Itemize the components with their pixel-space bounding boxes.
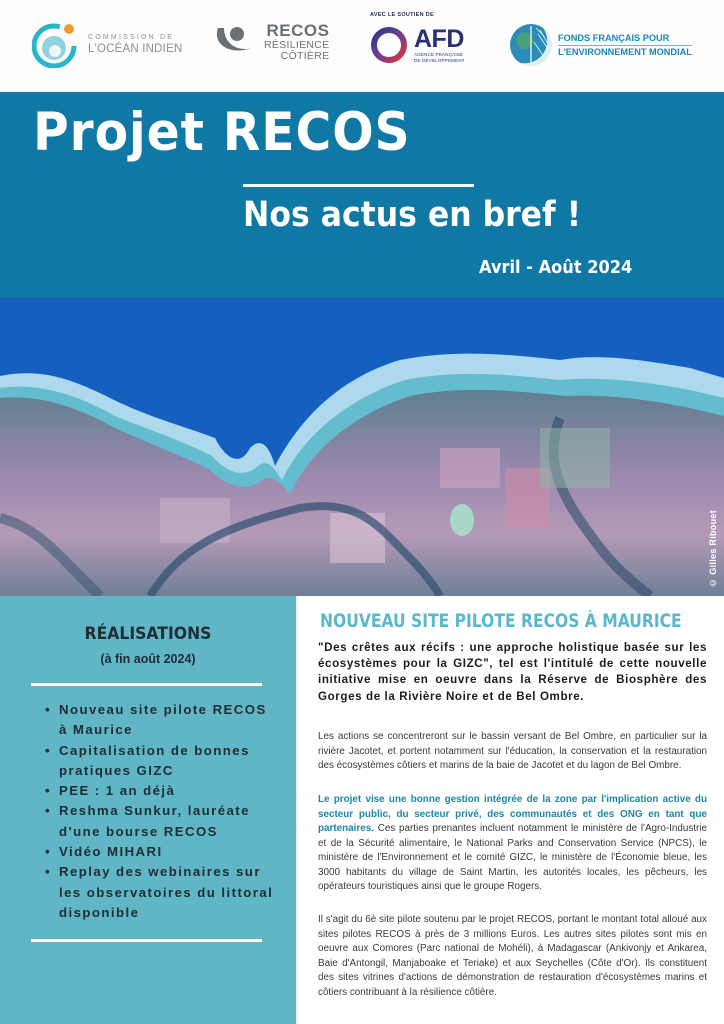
sidebar-divider-bottom bbox=[31, 939, 262, 942]
achievement-item[interactable]: • Capitalisation de bonnes pratiques GIZC bbox=[45, 741, 280, 782]
afd-full-name-line2: DE DÉVELOPPEMENT bbox=[414, 57, 465, 63]
issue-period: Avril - Août 2024 bbox=[479, 257, 633, 278]
achievements-list bbox=[45, 700, 280, 923]
page-title: Projet RECOS bbox=[33, 102, 411, 163]
article-paragraph-2 bbox=[318, 793, 707, 895]
achievement-item[interactable]: • Reshma Sunkur, lauréate d'une bourse RECOS bbox=[45, 801, 280, 842]
afd-ring-icon bbox=[370, 26, 408, 64]
recos-tagline-line1: RÉSILIENCE bbox=[264, 38, 330, 51]
coi-emblem-icon bbox=[32, 20, 80, 68]
sidebar-divider-top bbox=[31, 683, 262, 686]
recos-logo bbox=[212, 22, 329, 62]
title-banner bbox=[0, 92, 724, 298]
ffem-logo bbox=[510, 24, 692, 66]
achievement-item[interactable]: • Replay des webinaires sur les observatoires du littoral disponible bbox=[45, 862, 280, 923]
title-divider bbox=[243, 184, 474, 187]
achievement-item[interactable]: • Vidéo MIHARI bbox=[45, 842, 280, 862]
photo-credit: © Gilles Ribouet bbox=[708, 510, 718, 588]
ffem-name-line1: FONDS FRANÇAIS POUR bbox=[558, 32, 692, 46]
coi-name-line1: COMMISSION DE bbox=[88, 33, 175, 41]
coi-name-line2: L'OCÉAN INDIEN bbox=[88, 42, 183, 55]
article-paragraph-3: Il s'agit du 6è site pilote soutenu par le projet RECOS, portant le montant total alloué aux sites pilotes RECOS à près de 3 millions Euros. Les autres sites pilotes sont mis en oeuvre aux Comores (Parc national de Mohéli), à Madagascar (Ankivonjy et Ankarea, Baie d'Antongil, Manjaboake et Teriake) et aux Seychelles (Côte d'Or). Ils constituent des sites vitrines d'actions de démonstration de restauration d'écosystèmes marins et côtiers contribuant à la résilience côtière. bbox=[318, 914, 707, 998]
recos-emblem-icon bbox=[212, 22, 258, 62]
coastline-illustration bbox=[0, 298, 724, 596]
article-paragraph-2-text: Ces parties prenantes incluent notamment le ministère de l'Agro-Industrie et de la Sécurité alimentaire, le National Parks and Conservation Service (NPCS), le ministère de l'Environnement et le comité GIZC, le ministère de l'Économie bleue, les 3000 habitants du village de Saint Martin, les autorités locales, les pêcheurs, les opérateurs touristiques ainsi que le groupe Rogers. bbox=[318, 823, 707, 892]
achievements-heading: RÉALISATIONS bbox=[84, 624, 212, 644]
article-heading: NOUVEAU SITE PILOTE RECOS À MAURICE bbox=[320, 611, 682, 632]
coi-logo bbox=[32, 20, 182, 68]
partner-logo-bar bbox=[0, 0, 724, 92]
article-paragraph-1: Les actions se concentreront sur le bassin versant de Bel Ombre, en particulier sur la rivière Jacotet, et portent notamment sur l'éducation, la conservation et la restauration des écosystèmes côtiers et marins de la baie de Jacotet et du lagon de Bel Ombre. bbox=[318, 731, 707, 771]
achievement-item[interactable]: • Nouveau site pilote RECOS à Maurice bbox=[45, 700, 280, 741]
article-highlight: Le projet vise une bonne gestion intégrée de la zone par l'implication active du secteur public, du secteur privé, des communautés et des ONG en tant que partenaires. bbox=[318, 794, 707, 834]
ffem-globe-icon bbox=[510, 24, 552, 66]
afd-full-name-line1: AGENCE FRANÇAISE bbox=[414, 52, 464, 58]
ffem-name-line2: L'ENVIRONNEMENT MONDIAL bbox=[558, 47, 692, 57]
afd-name: AFD bbox=[414, 25, 464, 54]
support-label: AVEC LE SOUTIEN DE bbox=[370, 12, 434, 18]
recos-name: RECOS bbox=[266, 21, 330, 41]
article-lead: "Des crêtes aux récifs : une approche holistique basée sur les écosystèmes pour la GIZC", tel est l'intitulé de cette nouvelle initiative mise en oeuvre dans la Réserve de Biosphère des Gorges de la Rivière Noire et de Bel Ombre. bbox=[318, 641, 707, 703]
achievement-item[interactable]: • PEE : 1 an déjà bbox=[45, 781, 280, 801]
recos-tagline-line2: CÔTIÈRE bbox=[280, 49, 330, 62]
aerial-coast-photo bbox=[0, 298, 724, 596]
main-article bbox=[296, 596, 724, 1024]
achievements-subheading: (à fin août 2024) bbox=[100, 652, 196, 666]
page-subtitle: Nos actus en bref ! bbox=[243, 195, 582, 235]
achievements-sidebar bbox=[0, 596, 296, 1024]
afd-logo bbox=[370, 12, 465, 64]
